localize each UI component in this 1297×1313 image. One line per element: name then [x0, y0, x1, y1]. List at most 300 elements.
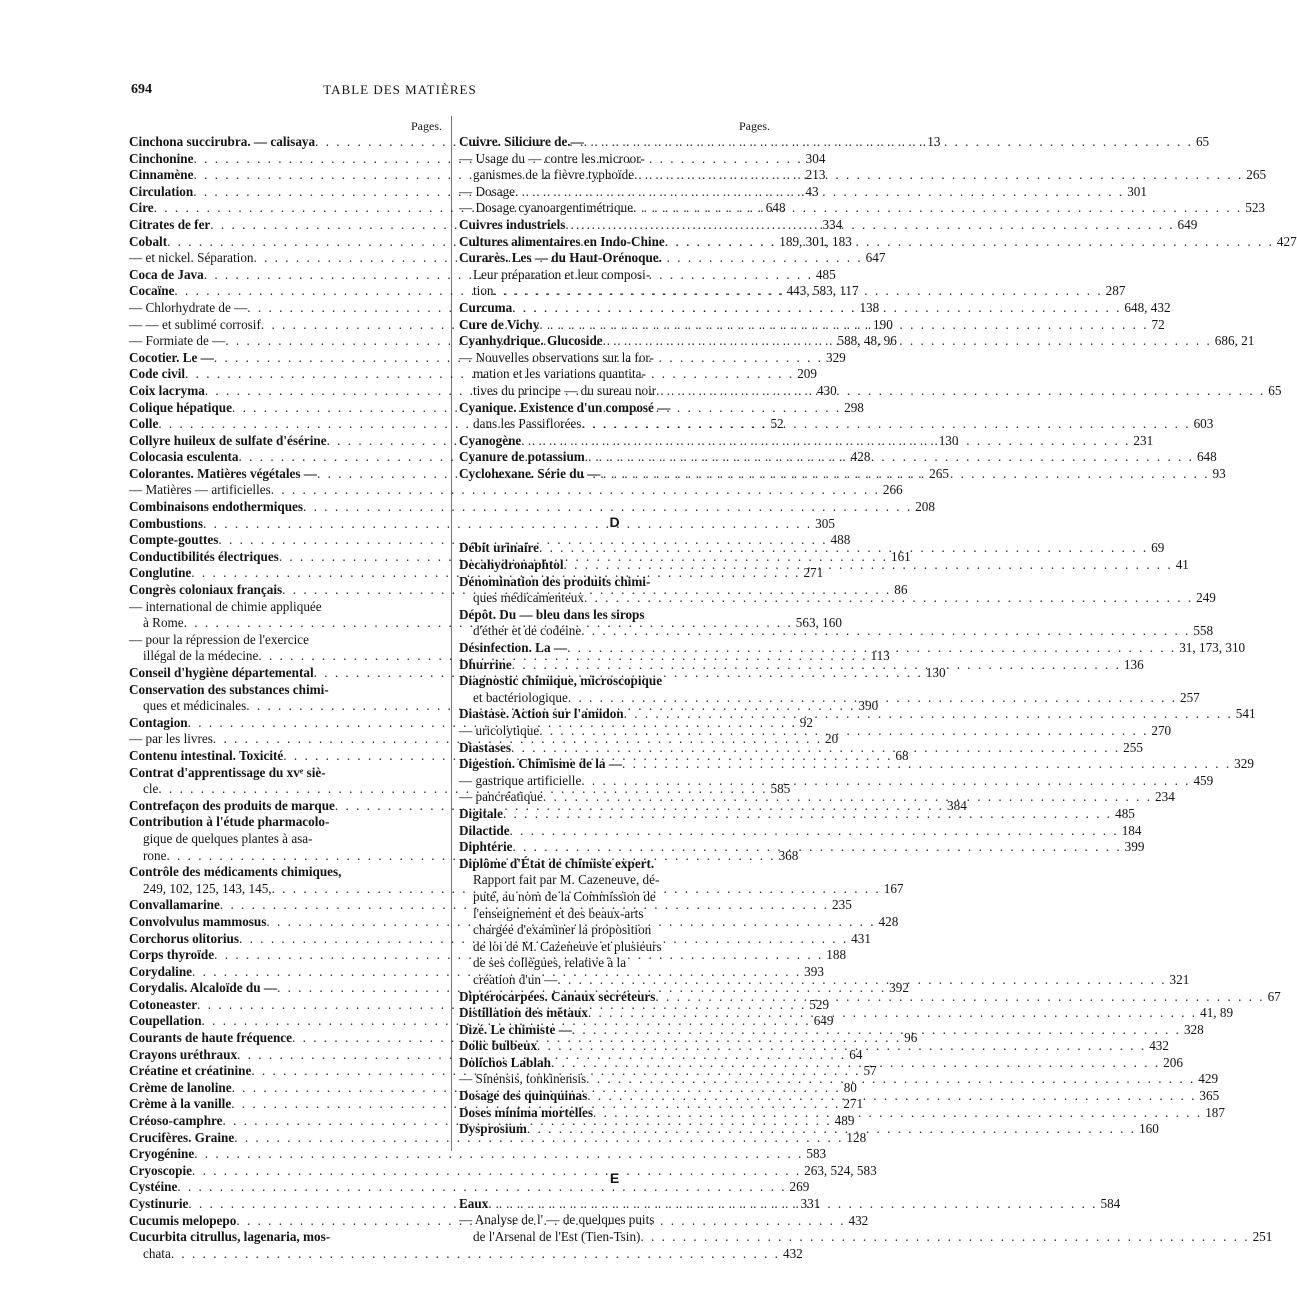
entry-label: Dénomination des produits chimi-: [459, 573, 651, 589]
page-reference: 588, 48, 96: [837, 333, 897, 349]
page-reference: 31, 173, 310: [1179, 640, 1246, 656]
entry-label: Cinnamène: [129, 167, 194, 183]
page-reference: 257: [1179, 689, 1200, 705]
leader-dots: [557, 972, 1166, 989]
entry-label: Conductibilités électriques: [129, 548, 279, 564]
entry-label: Digitale: [459, 805, 503, 821]
entry-label: rone: [143, 847, 167, 863]
leader-dots: [512, 839, 1121, 856]
section-letter-e: E: [609, 1169, 620, 1186]
index-entry: [129, 1179, 810, 1196]
leader-dots: [503, 806, 1112, 823]
entry-label: Contenu intestinal. Toxicité: [129, 747, 284, 763]
entry-label: de loi de M. Cazeneuve et plusieurs: [473, 938, 662, 954]
page-reference: 392: [889, 980, 909, 996]
entry-label: Cyanure de potassium: [459, 449, 585, 465]
entry-label: Cobalt: [129, 233, 168, 249]
leader-dots: [567, 640, 1176, 657]
entry-label: Cuivre. Siliciure de.—: [459, 134, 584, 149]
entry-label: — Usage du — contre les microor-: [459, 150, 645, 166]
page-reference: 184: [1121, 822, 1142, 838]
page-reference: 429: [1198, 1071, 1219, 1087]
index-entry: [129, 515, 835, 533]
leader-dots: [539, 317, 1148, 334]
index-entry: [459, 673, 770, 690]
page-reference: 583: [806, 1146, 827, 1162]
leader-dots: [622, 756, 1231, 773]
entry-label: Citrates de fer: [129, 216, 211, 232]
index-entry: [129, 814, 442, 831]
index-entry: [459, 607, 770, 624]
page-reference: 266: [882, 482, 903, 498]
entry-label: Cotoneaster: [129, 996, 198, 1012]
page-reference: 167: [883, 880, 904, 896]
leader-dots: [603, 333, 1212, 350]
page-reference: 265: [1246, 167, 1267, 183]
entry-label: Colocasia esculenta: [129, 449, 239, 465]
leader-dots: [633, 200, 1242, 217]
leader-dots: [588, 1005, 1197, 1022]
entry-label: chata: [143, 1245, 171, 1261]
page-reference: 72: [1151, 316, 1165, 332]
entry-label: chargée d'examiner la proposition: [473, 922, 652, 938]
entry-label: Cucurbita citrullus, lagenaria, mos-: [129, 1229, 331, 1245]
page-reference: 86: [894, 582, 908, 598]
entry-label: Rapport fait par M. Cazeneuve, dé-: [473, 872, 660, 888]
leader-dots: [527, 1121, 1136, 1138]
entry-label: Créoso-camphre: [129, 1113, 223, 1129]
page-reference: 20: [825, 731, 839, 747]
entry-label: Cryogénine: [129, 1146, 195, 1162]
entry-label: Distillation des métaux: [459, 1005, 588, 1021]
entry-label: Colorantes. Matières végétales —: [129, 465, 317, 481]
entry-label: Cuivres industriels: [459, 216, 566, 232]
entry-label: Corydaline: [129, 963, 193, 979]
page-reference: 331: [800, 1196, 821, 1211]
page-reference: 255: [1123, 739, 1143, 755]
entry-label: Diptérocarpées. Canaux secréteurs: [459, 988, 656, 1004]
entry-label: Corydalis. Alcaloïde du —: [129, 980, 278, 996]
page-reference: 231: [1133, 432, 1154, 448]
entry-label: Convallamarine: [129, 897, 220, 913]
page-reference: 427: [1276, 233, 1297, 249]
page-reference: 160: [1139, 1121, 1159, 1137]
page-header: [0, 82, 800, 102]
entry-label: — pour la répression de l'exercice: [129, 631, 309, 647]
page-reference: 648: [765, 200, 786, 216]
page-reference: 68: [895, 747, 909, 763]
page-reference: 393: [804, 963, 824, 979]
page-reference: 128: [846, 1129, 867, 1145]
leader-dots: [488, 1196, 1097, 1213]
page-reference: 209: [797, 366, 817, 382]
index-entry: [129, 499, 935, 516]
leader-dots: [585, 449, 1194, 466]
page-reference: 234: [1155, 789, 1175, 805]
leader-dots: [593, 1105, 1202, 1122]
index-entry: [129, 765, 442, 782]
leader-dots: [655, 989, 1264, 1006]
index-entry: [459, 889, 770, 906]
page-reference: 432: [1149, 1038, 1169, 1054]
page-reference: 187: [1205, 1104, 1225, 1120]
leader-dots: [640, 1229, 1249, 1246]
page-reference: 130: [925, 665, 946, 680]
index-entry: [459, 856, 770, 873]
entry-label: Coix lacryma: [129, 382, 205, 398]
page-reference: 249: [1196, 590, 1216, 606]
page-reference: 190: [873, 316, 893, 332]
index-entry: [129, 864, 442, 881]
entry-label: — gastrique artificielle: [459, 772, 582, 788]
entry-label: Courants de haute fréquence: [129, 1030, 293, 1046]
entry-label: à Rome: [143, 615, 184, 631]
entry-label: — Analyse de l' — de quelques puits: [459, 1212, 655, 1228]
entry-label: Compte-gouttes: [129, 532, 219, 548]
entry-label: Diphtérie: [459, 839, 513, 855]
leader-dots: [543, 789, 1152, 806]
entry-label: Conseil d'hygiène départemental: [129, 665, 314, 680]
index-entry: [129, 482, 903, 499]
page-reference: 80: [843, 1079, 857, 1095]
index-entry: [459, 366, 770, 383]
page-reference: 93: [1212, 465, 1226, 481]
page-reference: 161: [890, 548, 911, 564]
entry-label: et bactériologique: [473, 689, 568, 705]
entry-label: Dilactide: [459, 822, 510, 838]
index-entry: [459, 151, 770, 168]
entry-label: Contagion: [129, 714, 188, 730]
index-entry: [129, 682, 442, 699]
entry-label: Coupellation: [129, 1013, 202, 1029]
entry-label: Combustions: [129, 515, 204, 531]
entry-label: Collyre huileux de sulfate d'ésérine: [129, 432, 327, 448]
page-reference: 488: [830, 532, 851, 548]
page-reference: 69: [1151, 540, 1165, 556]
entry-label: Colique hépatique: [129, 399, 232, 415]
entry-label: Code civil: [129, 366, 186, 382]
page-reference: 563, 160: [795, 615, 842, 631]
entry-label: tion: [473, 283, 494, 299]
page-reference: 287: [1105, 283, 1126, 299]
page-reference: 189, 301, 183: [779, 233, 852, 249]
leader-dots: [584, 590, 1193, 607]
page-reference: 92: [799, 714, 813, 730]
page-reference: 57: [863, 1063, 877, 1079]
leader-dots: [600, 466, 1209, 483]
page-reference: 298: [844, 399, 864, 415]
index-entry: [459, 267, 770, 284]
leader-dots: [584, 134, 1193, 151]
page-reference: 13: [927, 134, 941, 149]
page-reference: 584: [1100, 1195, 1121, 1211]
entry-label: Curcuma: [459, 299, 513, 315]
entry-label: Crucifères. Graine: [129, 1129, 235, 1145]
leader-dots: [572, 1022, 1181, 1039]
entry-label: Diastases: [459, 739, 512, 755]
entry-label: Cyanogène: [459, 432, 522, 448]
page-reference: 270: [1151, 723, 1172, 738]
leader-dots: [581, 773, 1190, 790]
page-reference: 271: [843, 1096, 864, 1112]
page-reference: 334: [822, 216, 843, 232]
leader-dots: [511, 740, 1120, 757]
leader-dots: [515, 184, 1124, 201]
entry-label: 249, 102, 125, 143, 145,: [143, 880, 272, 896]
page-reference: 430: [816, 382, 837, 398]
entry-label: Dolichos Lablah: [459, 1054, 551, 1070]
entry-label: ques et médicinales: [143, 698, 247, 714]
page-reference: 523: [1245, 200, 1265, 216]
entry-label: Cocotier. Le —: [129, 349, 214, 365]
entry-label: Coca de Java: [129, 266, 204, 282]
entry-label: Cryoscopie: [129, 1162, 192, 1178]
page-reference: 647: [865, 250, 886, 266]
index-entry: [459, 1229, 1273, 1246]
page-reference: 443, 583, 117: [786, 283, 859, 299]
page-reference: 43: [805, 183, 819, 199]
entry-label: Eaux: [459, 1195, 489, 1211]
index-entry: [459, 822, 1142, 840]
entry-label: — international de chimie appliquée: [129, 598, 322, 614]
page-reference: 321: [1169, 971, 1190, 987]
entry-label: — uricolytique: [459, 723, 540, 738]
page-reference: 432: [848, 1212, 869, 1228]
entry-label: — Sinensis, tonkinensis: [459, 1071, 587, 1087]
entry-label: illégal de la médecine: [143, 648, 259, 664]
leader-dots: [581, 416, 1190, 433]
index-entry: [459, 922, 770, 939]
page-reference: 541: [1235, 706, 1256, 722]
pages-column-label: Pages.: [411, 119, 442, 133]
entry-label: Cystinurie: [129, 1196, 189, 1211]
page-reference: 41, 89: [1200, 1005, 1234, 1021]
page-reference: 263, 524, 583: [804, 1162, 877, 1178]
entry-label: Circulation: [129, 183, 194, 199]
page-reference: 65: [1195, 134, 1210, 149]
entry-label: Digestion. Chimisme de la —: [459, 756, 623, 772]
entry-label: Crème à la vanille: [129, 1096, 232, 1112]
running-title: TABLE DES MATIÈRES: [323, 82, 477, 97]
entry-label: cle: [143, 781, 159, 797]
page-reference: 399: [1124, 839, 1145, 855]
page-reference: 489: [834, 1113, 855, 1129]
entry-label: Combinaisons endothermiques: [129, 499, 304, 515]
entry-label: Conglutine: [129, 565, 192, 581]
entry-label: Dysprosium: [459, 1121, 527, 1137]
entry-label: Dizé. Le chimiste —: [459, 1021, 572, 1037]
entry-label: Diastase. Action sur l'amidon: [459, 706, 624, 722]
page-reference: 271: [803, 565, 824, 581]
entry-label: — pancréatique: [459, 789, 543, 805]
index-entry: [459, 906, 770, 923]
entry-label: Cyclohexane. Série du —: [459, 465, 601, 481]
entry-label: Cyanique. Existence d'un composé —: [459, 399, 671, 415]
entry-label: d'éther et de codéine: [473, 623, 582, 639]
index-entry: [459, 574, 770, 591]
leader-dots: [539, 723, 1148, 740]
entry-label: Contrefaçon des produits de marque: [129, 797, 335, 813]
entry-label: Convolvulus mammosus: [129, 913, 267, 929]
entry-label: Contrat d'apprentissage du xvᵉ siè-: [129, 764, 326, 780]
leader-dots: [587, 1088, 1196, 1105]
entry-label: Cinchona succirubra. — calisaya: [129, 134, 316, 149]
page-reference: 558: [1193, 623, 1214, 639]
page-reference: 648, 432: [1124, 299, 1171, 315]
entry-label: Cire: [129, 200, 154, 216]
index-entry: [129, 1245, 803, 1263]
page-reference: 459: [1193, 772, 1214, 788]
entry-label: Cultures alimentaires en Indo-Chine: [459, 233, 665, 249]
page-reference: 96: [904, 1030, 918, 1046]
page-reference: 41: [1175, 557, 1189, 573]
entry-label: Dépôt. Du — bleu dans les sirops: [459, 606, 645, 622]
index-entry: [129, 831, 442, 848]
section-letter-d: D: [609, 514, 620, 531]
entry-label: Contrôle des médicaments chimiques,: [129, 864, 342, 880]
index-entry: [459, 400, 770, 417]
page-reference: 305: [815, 515, 835, 531]
page-reference: 265: [929, 465, 949, 481]
entry-label: Contribution à l'étude pharmacolo-: [129, 814, 330, 830]
leader-dots: [564, 557, 1173, 574]
page-reference: 269: [789, 1179, 810, 1195]
entry-label: Dolic bulbeux: [459, 1038, 538, 1054]
entry-label: Cure de Vichy: [459, 316, 540, 332]
page-reference: 213: [805, 167, 826, 183]
page-reference: 304: [805, 150, 826, 166]
page-reference: 188: [826, 947, 847, 963]
leader-dots: [494, 283, 1103, 300]
page-reference: 206: [1163, 1054, 1183, 1070]
entry-label: Désinfection. La —: [459, 640, 568, 656]
page-reference: 365: [1199, 1088, 1220, 1104]
page-reference: 390: [858, 698, 879, 714]
entry-label: — — et sublimé corrosif: [129, 316, 261, 332]
leader-dots: [510, 823, 1119, 840]
page-reference: 648: [1196, 449, 1217, 465]
entry-label: Cystéine: [129, 1179, 178, 1195]
page-reference: 301: [1127, 183, 1147, 199]
page-reference: 529: [809, 996, 830, 1012]
index-entry: [459, 955, 770, 972]
entry-label: Dhurrine: [459, 656, 512, 672]
leader-dots: [656, 383, 1265, 400]
index-entry: [459, 756, 1254, 773]
page-reference: 136: [1123, 656, 1144, 672]
page-reference: 428: [850, 449, 871, 465]
entry-label: Corchorus olitorius: [129, 930, 240, 946]
index-entry: [459, 250, 770, 267]
leader-dots: [521, 433, 1130, 450]
entry-label: — Dosage cyanoargentimétrique: [459, 200, 634, 216]
entry-label: puté, au nom de la Commission de: [473, 888, 656, 904]
entry-label: Diplôme d'État de chimiste expert.: [459, 855, 655, 871]
page-reference: 67: [1267, 988, 1281, 1004]
entry-label: Conservation des substances chimi-: [129, 681, 329, 697]
page-reference: 251: [1252, 1229, 1273, 1245]
entry-label: de ses collègues, relative à la: [473, 955, 627, 971]
entry-label: Cyanhydrique. Glucoside: [459, 333, 603, 349]
entry-label: Curarès. Les — du Haut-Orénoque.: [459, 250, 662, 266]
entry-label: de l'Arsenal de l'Est (Tien-Tsin): [473, 1229, 641, 1245]
leader-dots: [565, 217, 1174, 234]
leader-dots: [624, 706, 1233, 723]
index-entry: [459, 350, 770, 367]
leader-dots: [581, 623, 1190, 640]
page-reference: 432: [782, 1245, 803, 1261]
index-entry: [129, 1162, 877, 1180]
page-reference: 208: [915, 499, 935, 515]
index-entry: [129, 1229, 442, 1246]
page-reference: 603: [1193, 416, 1214, 432]
page-reference: 52: [770, 416, 784, 432]
entry-label: Crayons uréthraux: [129, 1046, 238, 1062]
page-reference: 368: [778, 847, 799, 863]
entry-label: Cocaïne: [129, 283, 175, 299]
pages-column-label: Pages.: [739, 119, 770, 133]
entry-label: Cinchonine: [129, 150, 194, 166]
entry-label: Leur préparation et leur composi-: [473, 266, 651, 282]
entry-label: ganismes de la fièvre typhoïde: [473, 167, 635, 183]
entry-label: mation et les variations quantita-: [473, 366, 646, 382]
page-reference: 384: [947, 797, 967, 813]
page-reference: 64: [849, 1046, 863, 1062]
entry-label: Créatine et créatinine: [129, 1063, 252, 1079]
page-reference: 485: [1115, 805, 1135, 821]
leader-dots: [665, 234, 1274, 251]
entry-label: gique de quelques plantes à asa-: [143, 830, 313, 846]
index-entry: [459, 1212, 770, 1229]
entry-label: ques médicamenteux: [473, 590, 584, 606]
entry-label: Corps thyroïde: [129, 947, 215, 963]
entry-label: Colle: [129, 416, 159, 432]
index-entry: [459, 939, 770, 956]
leader-dots: [539, 540, 1148, 557]
page-reference: 138: [859, 299, 880, 315]
entry-label: Doses minima mortelles: [459, 1104, 594, 1120]
entry-label: Diagnostic chimique, microscopique: [459, 673, 663, 689]
index-entry: [459, 872, 770, 889]
page-reference: 485: [815, 266, 836, 282]
page-reference: 649: [813, 1013, 834, 1029]
entry-label: — et nickel. Séparation: [129, 250, 254, 266]
leader-dots: [171, 1246, 780, 1263]
entry-label: Crème de lanoline: [129, 1079, 232, 1095]
page-reference: 585: [770, 781, 791, 797]
entry-label: Congrès coloniaux français: [129, 582, 283, 598]
page-reference: 329: [1234, 756, 1254, 772]
entry-label: — Matières — artificielles: [129, 482, 271, 498]
page-number: 694: [131, 82, 152, 97]
leader-dots: [551, 1055, 1160, 1072]
entry-label: — par les livres: [129, 731, 213, 747]
entry-label: création d'un —: [473, 971, 558, 987]
leader-dots: [512, 657, 1121, 674]
leader-dots: [568, 690, 1177, 707]
entry-label: Cucumis melopepo: [129, 1212, 237, 1228]
entry-label: tives du principe — du sureau noir: [473, 382, 657, 398]
leader-dots: [512, 300, 1121, 317]
page-reference: 113: [870, 648, 890, 664]
page-reference: 65: [1268, 382, 1282, 398]
leader-dots: [586, 1071, 1195, 1088]
leader-dots: [634, 167, 1243, 184]
entry-label: Débit urinaire: [459, 540, 539, 556]
page-reference: 686, 21: [1214, 333, 1255, 349]
page-reference: 328: [1183, 1021, 1204, 1037]
page-reference: 130: [938, 432, 959, 448]
